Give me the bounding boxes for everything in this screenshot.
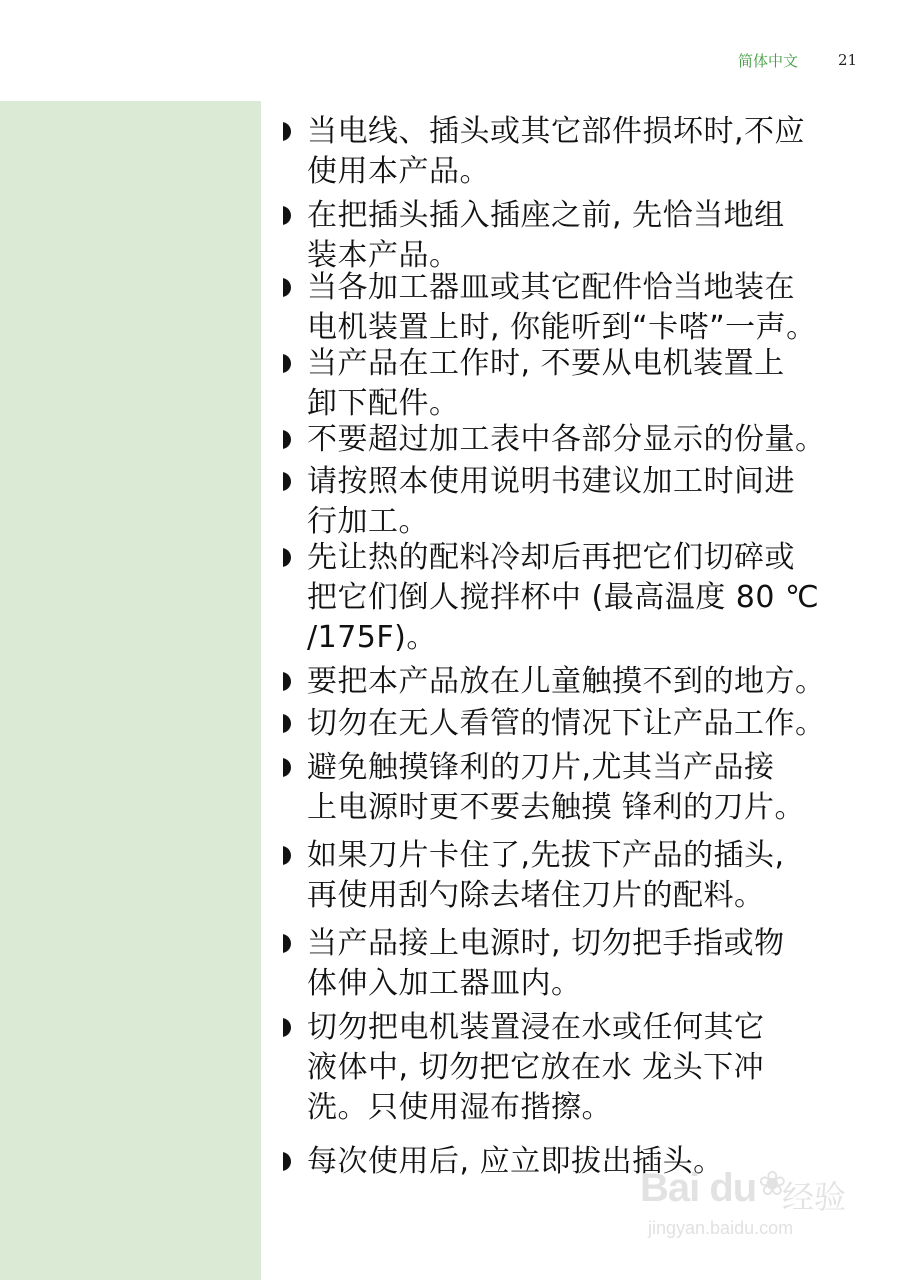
list-item-text: 不要超过加工表中各部分显示的份量。: [307, 422, 826, 457]
list-item: [283, 268, 888, 348]
list-item-text: 切勿把电机装置浸在水或任何其它 液体中, 切勿把它放在水 龙头下冲 洗。只使用湿布揩擦。: [307, 1010, 765, 1125]
watermark-name: 经验: [782, 1178, 847, 1216]
list-item: [283, 1142, 888, 1182]
watermark-logo: Bai du: [640, 1166, 757, 1210]
list-item-text: 先让热的配料冷却后再把它们切碎或 把它们倒人搅拌杯中 (最高温度 80 ℃ /175F)。: [307, 540, 820, 655]
paw-icon: ❀: [758, 1164, 787, 1204]
list-item-text: 要把本产品放在儿童触摸不到的地方。: [307, 664, 826, 699]
list-item-text: 请按照本使用说明书建议加工时间进 行加工。: [307, 464, 795, 539]
half-circle-bullet-icon: [283, 206, 291, 225]
half-circle-bullet-icon: [283, 1018, 291, 1037]
page-number: 21: [838, 51, 858, 69]
list-item: [283, 704, 888, 744]
list-item: [283, 836, 888, 916]
half-circle-bullet-icon: [283, 278, 291, 297]
watermark-url: jingyan.baidu.com: [648, 1218, 794, 1238]
list-item: [283, 662, 888, 702]
list-item: [283, 420, 888, 460]
list-item-text: 当各加工器皿或其它配件恰当地装在 电机装置上时, 你能听到“卡嗒”一声。: [307, 270, 817, 345]
half-circle-bullet-icon: [283, 934, 291, 953]
half-circle-bullet-icon: [283, 430, 291, 449]
half-circle-bullet-icon: [283, 1152, 291, 1171]
half-circle-bullet-icon: [283, 354, 291, 373]
language-label: 简体中文: [738, 52, 799, 70]
half-circle-bullet-icon: [283, 548, 291, 567]
list-item: [283, 112, 888, 192]
list-item: [283, 344, 888, 424]
list-item-text: 当产品在工作时, 不要从电机装置上 卸下配件。: [307, 346, 785, 421]
list-item: [283, 924, 888, 1004]
list-item: [283, 1008, 888, 1128]
list-item: [283, 462, 888, 542]
half-circle-bullet-icon: [283, 472, 291, 491]
list-item: [283, 748, 888, 828]
list-item-text: 每次使用后, 应立即拔出插头。: [307, 1144, 724, 1179]
half-circle-bullet-icon: [283, 846, 291, 865]
half-circle-bullet-icon: [283, 672, 291, 691]
list-item: [283, 538, 888, 658]
list-item-text: 当产品接上电源时, 切勿把手指或物 体伸入加工器皿内。: [307, 926, 785, 1001]
list-item-text: 如果刀片卡住了,先拔下产品的插头, 再使用刮勺除去堵住刀片的配料。: [307, 838, 785, 913]
list-item-text: 在把插头插入插座之前, 先恰当地组 装本产品。: [307, 198, 785, 273]
list-item-text: 当电线、插头或其它部件损坏时,不应 使用本产品。: [307, 114, 806, 189]
side-color-band: [0, 101, 261, 1280]
half-circle-bullet-icon: [283, 714, 291, 733]
half-circle-bullet-icon: [283, 758, 291, 777]
half-circle-bullet-icon: [283, 122, 291, 141]
list-item: [283, 196, 888, 276]
list-item-text: 避免触摸锋利的刀片,尤其当产品接 上电源时更不要去触摸 锋利的刀片。: [307, 750, 806, 825]
list-item-text: 切勿在无人看管的情况下让产品工作。: [307, 706, 826, 741]
